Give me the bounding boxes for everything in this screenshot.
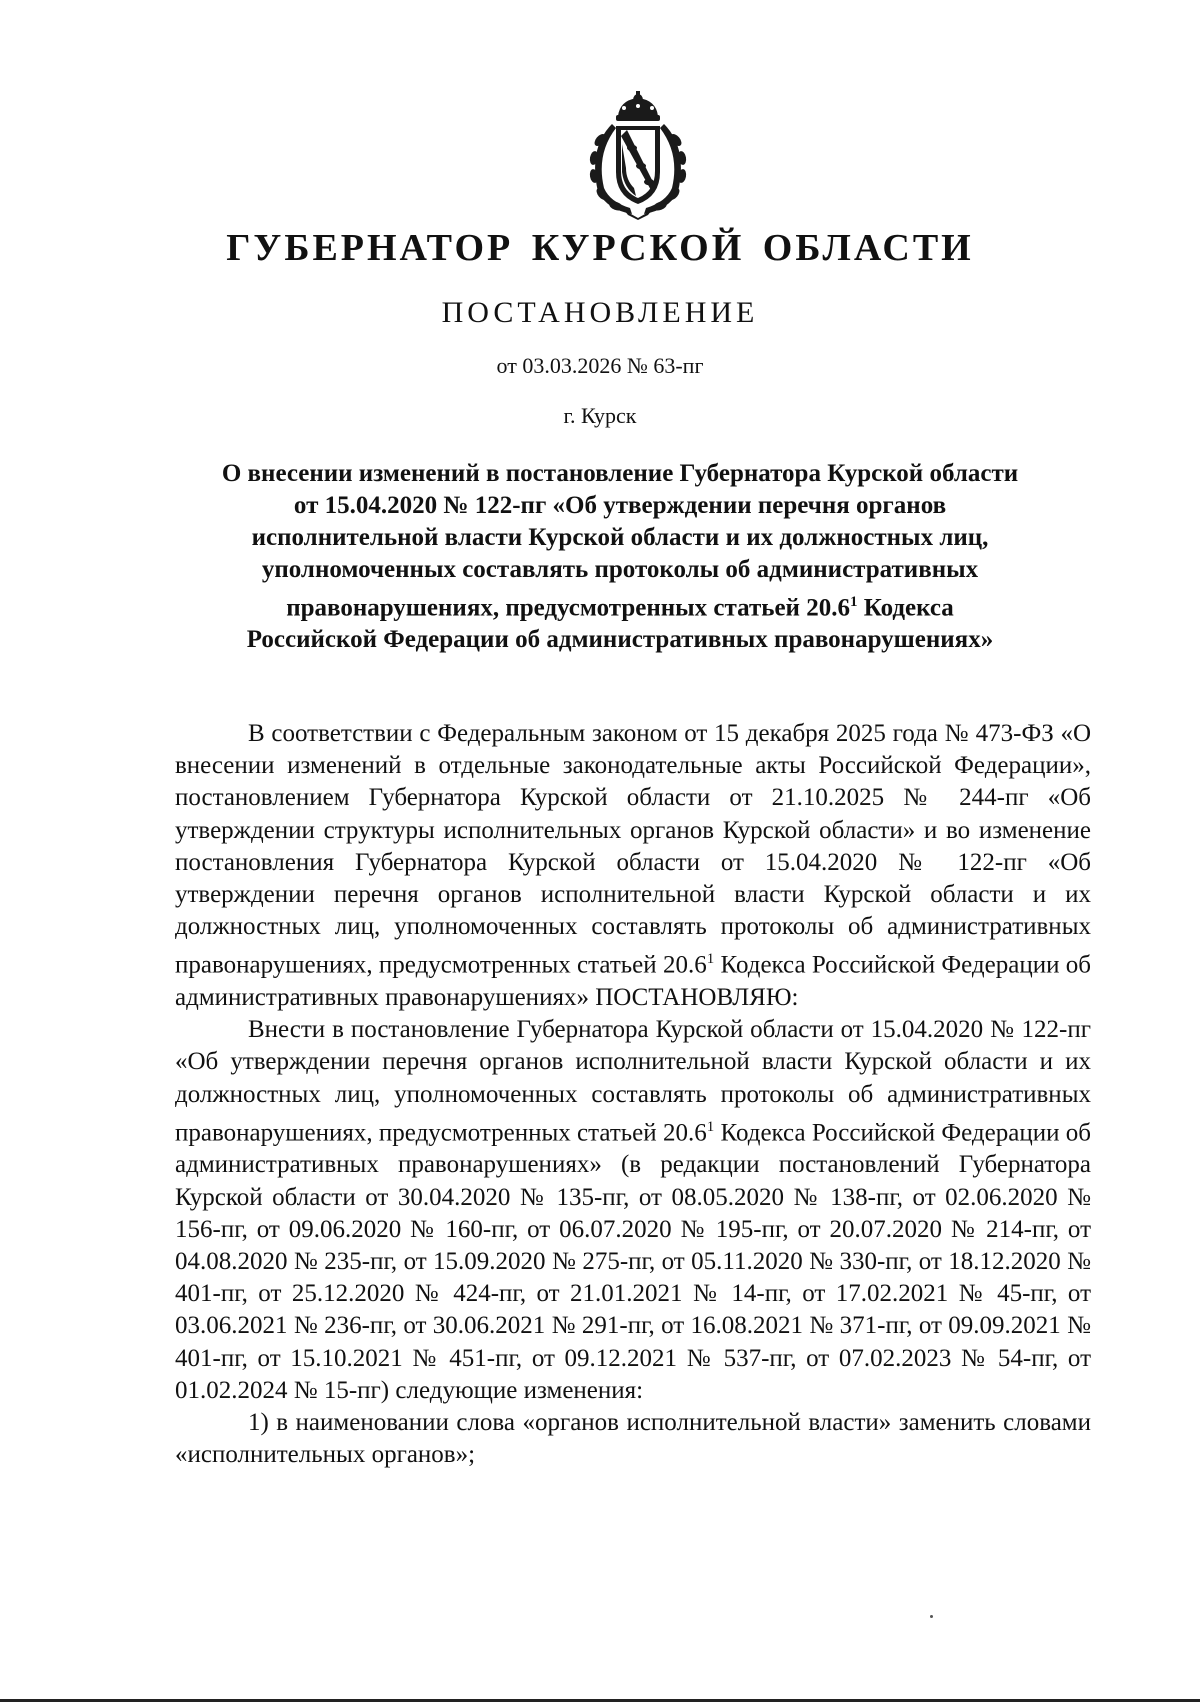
superscript: 1	[849, 594, 858, 610]
heading-line	[160, 586, 1080, 624]
superscript: 1	[706, 1118, 715, 1135]
paragraph-text: Внести в постановление Губернатора Курской области от 15.04.2020 № 122-пг «Об утверждении перечня органов исполнительной власти Курской области и их должностных лиц, уполномоченных составлять протоколы об административных правонарушениях, предусмотренных статьей 20.6	[175, 1016, 1091, 1147]
document-type: ПОСТАНОВЛЕНИЕ	[441, 296, 759, 329]
paragraph-text: Кодекса Российской Федерации об административных правонарушениях» (в редакции постановлений Губернатора Курской области от 30.04.2020 № 135-пг, от 08.05.2020 № 138-пг, от 02.06.2020 № 156-пг, от 09.06.2020 № 160-пг, от 06.07.2020 № 195-пг, от 20.07.2020 № 214-пг, от 04.08.2020 № 235-пг, от 15.09.2020 № 275-пг, от 05.11.2020 № 330-пг, от 18.12.2020 № 401-пг, от 25.12.2020 № 424-пг, от 21.01.2021 № 14-пг, от 17.02.2021 № 45-пг, от 03.06.2021 № 236-пг, от 30.06.2021 № 291-пг, от 16.08.2021 № 371-пг, от 09.09.2021 № 401-пг, от 15.10.2021 № 451-пг, от 09.12.2021 № 537-пг, от 07.02.2023 № 54-пг, от 01.02.2024 № 15-пг) следующие изменения:	[175, 1119, 1091, 1404]
scan-speck	[930, 1615, 933, 1618]
paragraph-preamble	[175, 718, 1091, 1014]
coat-of-arms-emblem	[574, 88, 702, 220]
crown-icon	[616, 91, 660, 121]
paragraph-text: Кодекса Российской Федерации об административных правонарушениях» ПОСТАНОВЛЯЮ:	[175, 951, 1091, 1011]
authority-title: ГУБЕРНАТОР КУРСКОЙ ОБЛАСТИ	[226, 227, 974, 269]
heading-line: от 15.04.2020 № 122-пг «Об утверждении перечня органов	[293, 492, 947, 519]
heading-line: уполномоченных составлять протоколы об административных	[261, 556, 979, 583]
heading-text: Кодекса	[857, 594, 954, 622]
shield-icon	[616, 126, 660, 204]
document-body	[175, 718, 1091, 1471]
scan-edge-line	[0, 1699, 1200, 1702]
heading-line: О внесении изменений в постановление Губернатора Курской области	[221, 460, 1019, 487]
superscript: 1	[706, 951, 715, 968]
paragraph-amendment	[175, 1014, 1091, 1407]
document-city: г. Курск	[563, 403, 637, 428]
paragraph-text: В соответствии с Федеральным законом от 15 декабря 2025 года № 473-ФЗ «О внесении изменений в отдельные законодательные акты Российской Федерации», постановлением Губернатора Курской области от 21.10.2025 № 244-пг «Об утверждении структуры исполнительных органов Курской области» и во изменение постановления Губернатора Курской области от 15.04.2020 № 122-пг «Об утверждении перечня органов исполнительной власти Курской области и их должностных лиц, уполномоченных составлять протоколы об административных правонарушениях, предусмотренных статьей 20.6	[175, 720, 1091, 979]
heading-line: исполнительной власти Курской области и их должностных лиц,	[251, 524, 989, 551]
heading-text: правонарушениях, предусмотренных статьей 20.6	[286, 594, 850, 622]
document-date-number: от 03.03.2026 № 63-пг	[496, 353, 704, 378]
document-heading	[160, 458, 1080, 656]
paragraph-item-1: 1) в наименовании слова «органов исполнительной власти» заменить словами «исполнительных органов»;	[175, 1408, 1091, 1469]
heading-line: Российской Федерации об административных правонарушениях»	[246, 626, 994, 654]
